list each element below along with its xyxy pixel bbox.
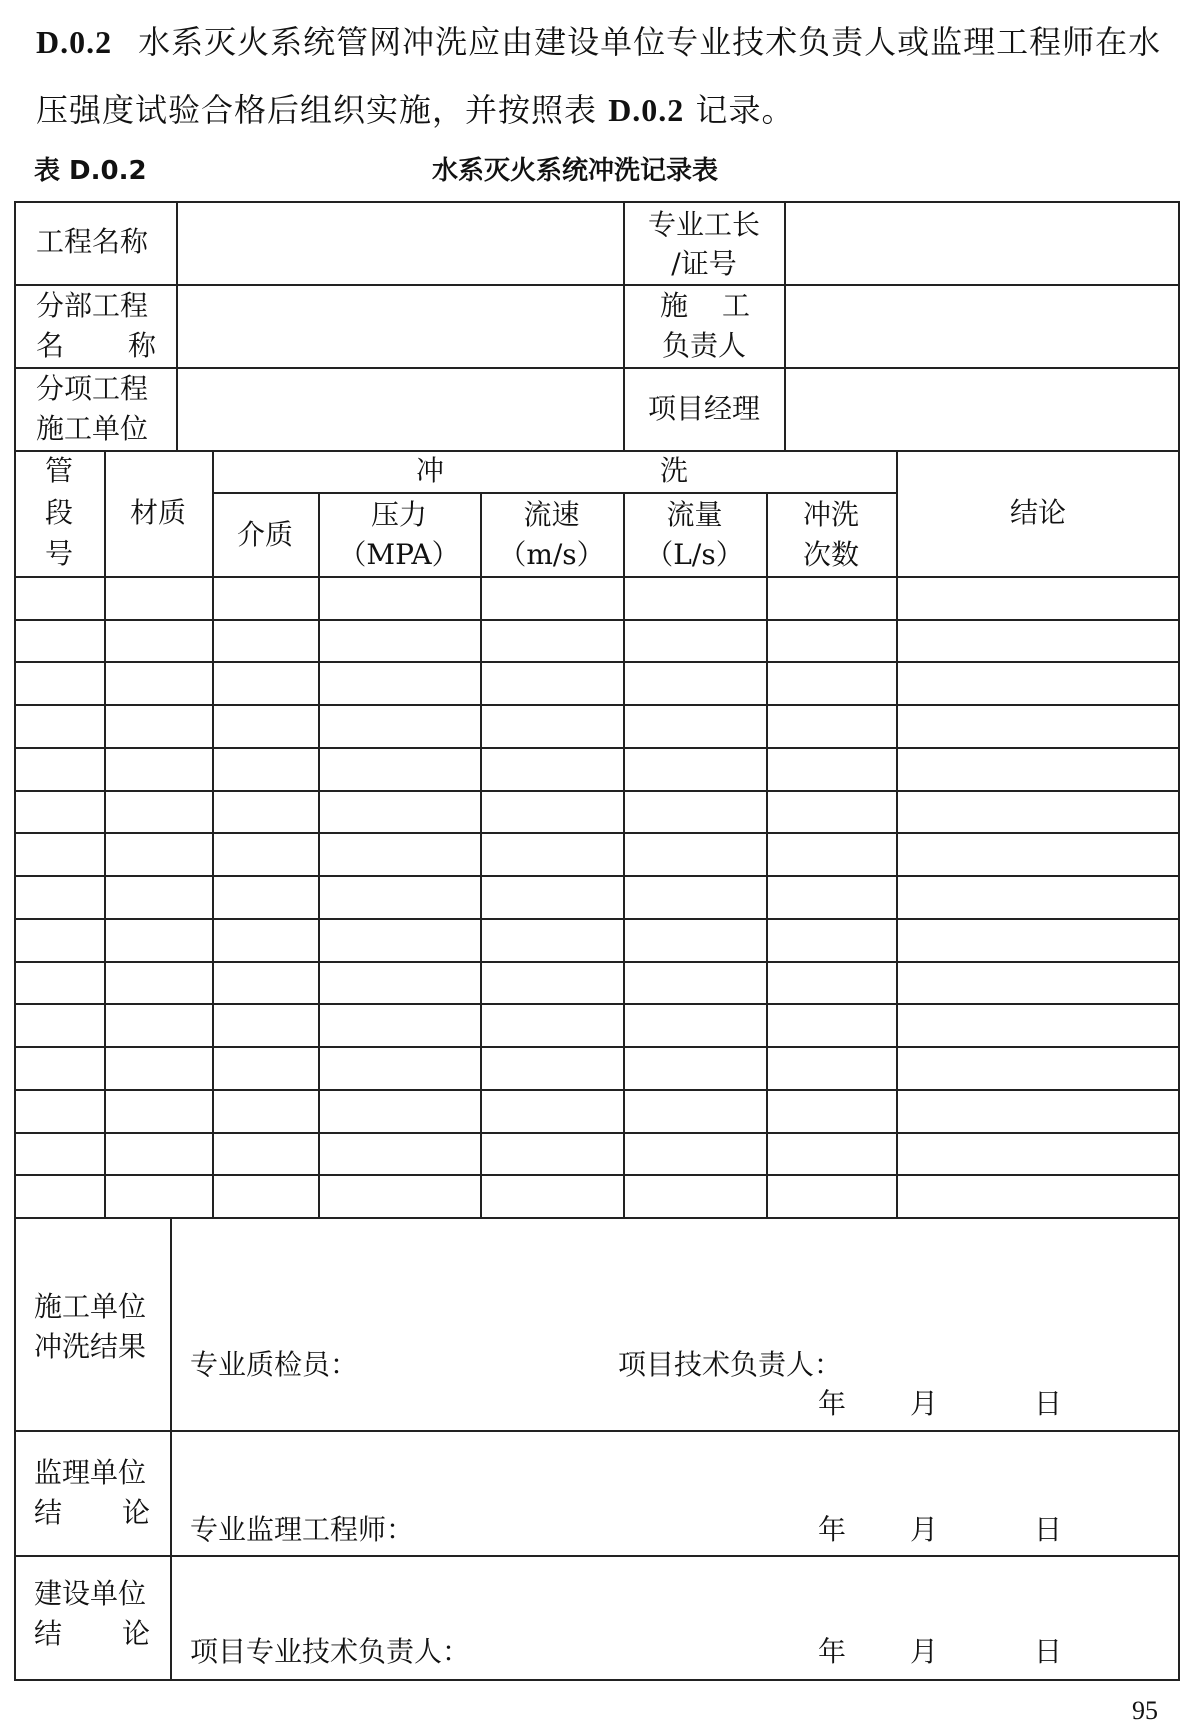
date-day: 日 — [1034, 1387, 1063, 1420]
label-supervisor: 专业监理工程师： — [190, 1513, 415, 1546]
header-medium: 介质 — [236, 518, 293, 551]
col-divider — [766, 492, 768, 1217]
header-flow: 流量 — [666, 498, 723, 531]
label-construction-2: 冲洗结果 — [34, 1330, 147, 1363]
col-divider — [480, 492, 482, 1217]
row-divider — [14, 367, 1180, 369]
intro-line-1 — [36, 8, 1176, 144]
date-day: 日 — [1034, 1513, 1063, 1546]
clause-number: D.0.2 — [36, 24, 113, 60]
table-row-divider — [14, 619, 1180, 621]
col-divider — [784, 201, 786, 450]
label-construction-1: 施工单位 — [34, 1290, 147, 1323]
header-segment-1: 管 — [44, 454, 73, 487]
header-velocity: 流速 — [523, 498, 580, 531]
section-divider — [14, 1217, 1180, 1219]
date-year: 年 — [818, 1513, 847, 1546]
label-qc-inspector: 专业质检员： — [190, 1348, 359, 1381]
header-velocity-unit: （m/s） — [498, 538, 605, 571]
header-segment-3: 号 — [44, 537, 73, 570]
label-manager-1: 施 工 — [660, 289, 750, 322]
label-project-name: 工程名称 — [36, 225, 149, 258]
table-row-divider — [14, 704, 1180, 706]
subheader-divider — [212, 492, 896, 494]
label-item-1: 分项工程 — [36, 372, 149, 405]
table-row-divider — [14, 790, 1180, 792]
label-owner-2: 结 论 — [34, 1617, 150, 1650]
label-tech-lead: 项目技术负责人： — [618, 1348, 843, 1381]
table-row-divider — [14, 661, 1180, 663]
intro-text-end: 记录。 — [695, 91, 795, 129]
table-row-divider — [14, 961, 1180, 963]
col-divider — [318, 492, 320, 1217]
table-row-divider — [14, 1089, 1180, 1091]
label-supervision-1: 监理单位 — [34, 1456, 147, 1489]
header-times-1: 冲洗 — [802, 498, 859, 531]
label-item-2: 施工单位 — [36, 412, 149, 445]
table-label: 表 D.0.2 — [34, 156, 147, 186]
date-day: 日 — [1034, 1635, 1063, 1668]
label-subproject-1: 分部工程 — [36, 289, 149, 322]
label-subproject-2: 名 称 — [36, 329, 156, 362]
date-month: 月 — [910, 1387, 939, 1420]
header-pressure: 压力 — [370, 498, 427, 531]
header-flow-unit: （L/s） — [645, 538, 744, 571]
section-divider — [14, 1555, 1180, 1557]
table-border — [14, 201, 1180, 1681]
header-segment-2: 段 — [44, 496, 73, 529]
label-project-manager: 项目经理 — [647, 392, 760, 425]
intro-table-ref: D.0.2 — [608, 92, 685, 128]
table-row-divider — [14, 1046, 1180, 1048]
date-year: 年 — [818, 1635, 847, 1668]
label-owner-1: 建设单位 — [34, 1577, 147, 1610]
header-bottom — [14, 576, 1180, 578]
intro-paragraph — [36, 8, 1176, 144]
col-divider — [170, 1217, 172, 1681]
row-divider — [14, 284, 1180, 286]
col-divider — [176, 201, 178, 450]
header-material: 材质 — [129, 496, 186, 529]
col-divider — [623, 492, 625, 1217]
label-foreman-1: 专业工长 — [647, 208, 760, 241]
table-row-divider — [14, 918, 1180, 920]
page-number: 95 — [1132, 1696, 1158, 1725]
header-conclusion: 结论 — [1009, 496, 1066, 529]
label-owner-lead: 项目专业技术负责人： — [190, 1635, 471, 1668]
date-year: 年 — [818, 1387, 847, 1420]
table-row-divider — [14, 747, 1180, 749]
table-row-divider — [14, 1174, 1180, 1176]
table-row-divider — [14, 1003, 1180, 1005]
label-manager-2: 负责人 — [661, 329, 746, 362]
intro-text: 水系灭火系统管网冲洗应由建设单位专业技术负责人或监理工程师在水压强度试验合格后组织实施，并按照表 — [36, 23, 1162, 129]
table-row-divider — [14, 1132, 1180, 1134]
header-times-2: 次数 — [802, 538, 859, 571]
header-pressure-unit: （MPA） — [338, 538, 460, 571]
label-foreman-2: /证号 — [671, 247, 737, 280]
header-flush-group: 冲 洗 — [416, 454, 688, 487]
table-title: 水系灭火系统冲洗记录表 — [432, 156, 719, 186]
date-month: 月 — [910, 1635, 939, 1668]
section-divider — [14, 1430, 1180, 1432]
date-month: 月 — [910, 1513, 939, 1546]
table-row-divider — [14, 832, 1180, 834]
table-row-divider — [14, 875, 1180, 877]
label-supervision-2: 结 论 — [34, 1496, 150, 1529]
